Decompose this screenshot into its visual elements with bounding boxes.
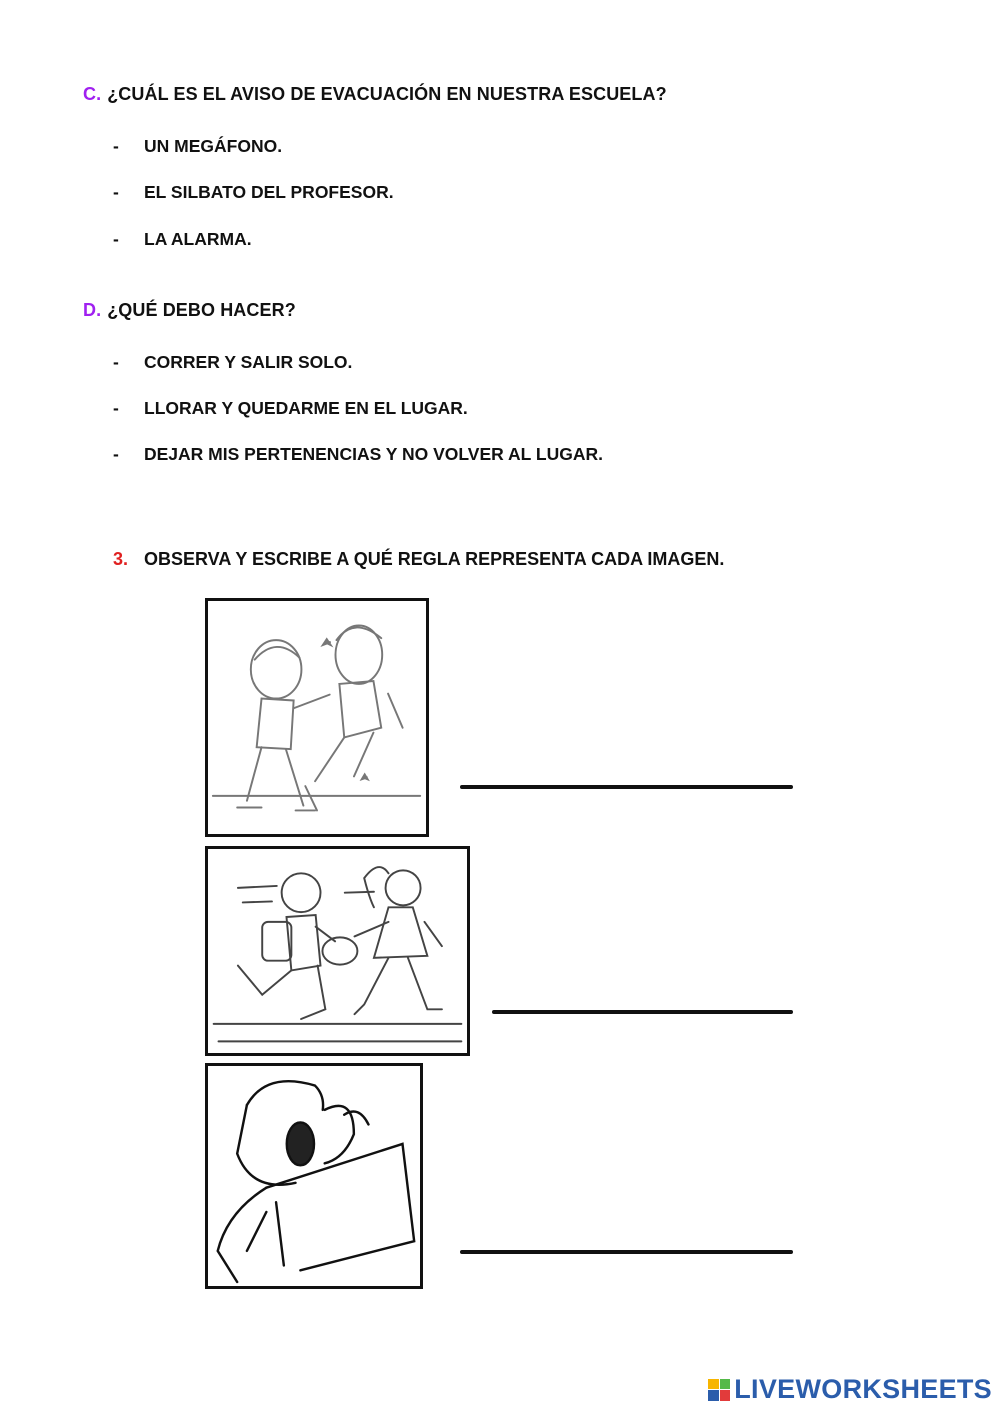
question-d bbox=[83, 300, 296, 321]
question-c-letter: C. bbox=[83, 84, 102, 104]
answer-line-3[interactable] bbox=[460, 1250, 793, 1254]
question-c bbox=[83, 84, 667, 105]
question-d-letter: D. bbox=[83, 300, 102, 320]
option-dash: - bbox=[113, 352, 119, 372]
liveworksheets-logo bbox=[708, 1374, 992, 1405]
question-c-option-3[interactable] bbox=[113, 229, 252, 250]
option-dash: - bbox=[113, 398, 119, 418]
question-c-option-2[interactable] bbox=[113, 182, 394, 203]
answer-line-2[interactable] bbox=[492, 1010, 793, 1014]
question-d-option-1[interactable] bbox=[113, 352, 352, 373]
question-3 bbox=[113, 549, 724, 570]
question-c-option-1[interactable] bbox=[113, 136, 282, 157]
pushing-children-illustration bbox=[205, 598, 429, 837]
shouting-child-icon bbox=[208, 1066, 420, 1286]
answer-line-1[interactable] bbox=[460, 785, 793, 789]
question-d-text: ¿QUÉ DEBO HACER? bbox=[107, 300, 296, 320]
option-dash: - bbox=[113, 229, 119, 249]
shouting-child-illustration bbox=[205, 1063, 423, 1289]
option-dash: - bbox=[113, 182, 119, 202]
liveworksheets-logo-icon bbox=[708, 1379, 730, 1401]
question-d-option-2[interactable] bbox=[113, 398, 468, 419]
question-d-option-3[interactable] bbox=[113, 444, 603, 465]
question-3-number: 3. bbox=[113, 549, 129, 569]
option-dash: - bbox=[113, 136, 119, 156]
question-c-text: ¿CUÁL ES EL AVISO DE EVACUACIÓN EN NUESTRA ESCUELA? bbox=[107, 84, 667, 104]
running-children-illustration bbox=[205, 846, 470, 1056]
running-children-icon bbox=[208, 849, 467, 1053]
option-text: LLORAR Y QUEDARME EN EL LUGAR. bbox=[144, 398, 468, 418]
question-3-text: OBSERVA Y ESCRIBE A QUÉ REGLA REPRESENTA CADA IMAGEN. bbox=[144, 549, 725, 569]
option-text: DEJAR MIS PERTENENCIAS Y NO VOLVER AL LUGAR. bbox=[144, 444, 603, 464]
pushing-children-icon bbox=[208, 601, 426, 834]
option-text: CORRER Y SALIR SOLO. bbox=[144, 352, 353, 372]
option-dash: - bbox=[113, 444, 119, 464]
option-text: EL SILBATO DEL PROFESOR. bbox=[144, 182, 394, 202]
option-text: UN MEGÁFONO. bbox=[144, 136, 283, 156]
logo-text: LIVEWORKSHEETS bbox=[734, 1374, 992, 1404]
option-text: LA ALARMA. bbox=[144, 229, 252, 249]
